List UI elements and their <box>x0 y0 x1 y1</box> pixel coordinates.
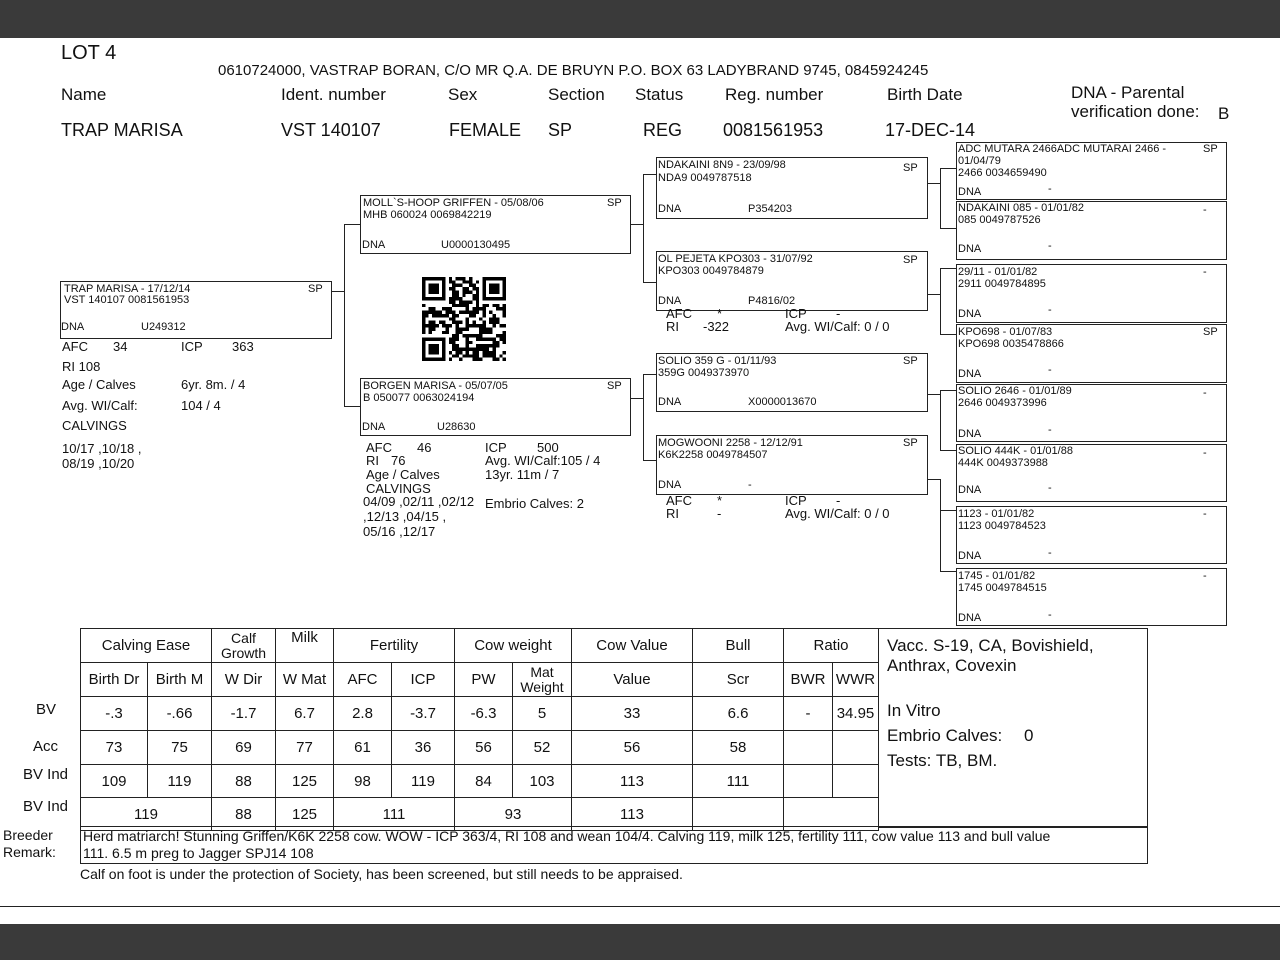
ggp-dna-val: - <box>1048 183 1052 195</box>
grandparent-box <box>656 251 928 311</box>
bvind-cell: 84 <box>455 765 513 798</box>
connector <box>344 406 360 407</box>
vaccinations-2: Anthrax, Covexin <box>887 656 1017 675</box>
ggp-sp: - <box>1203 447 1207 459</box>
sire-ident: MHB 060024 0069842219 <box>363 209 492 221</box>
group-calf-growth: Calf Growth <box>212 629 276 663</box>
ggp-dna: DNA <box>958 428 982 440</box>
gp-sp: SP <box>903 162 918 174</box>
label-birth: Birth Date <box>887 85 963 104</box>
gp-dna-val: - <box>748 479 752 491</box>
gp-icp-value: - <box>836 306 841 321</box>
acc-cell <box>784 731 833 765</box>
group-milk: Milk <box>276 629 334 663</box>
acc-cell: 73 <box>81 731 148 765</box>
connector <box>330 291 344 292</box>
connector <box>940 168 941 228</box>
dam-age-label: Age / Calves <box>366 467 440 482</box>
dam-ri-label: RI <box>366 453 379 468</box>
animal-afc-label: AFC <box>62 339 88 354</box>
gp-wi: Avg. WI/Calf: 0 / 0 <box>785 506 890 521</box>
bvind-cell <box>784 765 833 798</box>
connector <box>940 479 941 571</box>
ggp-sp: - <box>1203 204 1207 216</box>
ggp-dna: DNA <box>958 368 982 380</box>
ggp-title: SOLIO 2646 - 01/01/89 <box>958 385 1072 397</box>
group-cow-weight: Cow weight <box>455 629 572 663</box>
animal-wi-value: 104 / 4 <box>181 398 221 413</box>
bv-cell: -6.3 <box>455 697 513 731</box>
dam-afc-label: AFC <box>366 440 392 455</box>
in-vitro: In Vitro <box>887 701 941 720</box>
connector <box>940 390 956 391</box>
value-section: SP <box>548 120 573 140</box>
animal-box-title: TRAP MARISA - 17/12/14 <box>64 283 191 295</box>
gp-dna-val: X0000013670 <box>748 396 817 408</box>
ggp-title: 29/11 - 01/01/82 <box>958 266 1038 278</box>
dam-icp-value: 500 <box>537 440 559 455</box>
bvind-cell <box>833 765 879 798</box>
animal-icp-label: ICP <box>181 339 203 354</box>
gp-dna: DNA <box>658 479 682 491</box>
sire-sp: SP <box>607 197 622 209</box>
bvind-cell: 119 <box>148 765 212 798</box>
connector <box>926 183 940 184</box>
value-name: TRAP MARISA <box>61 120 183 140</box>
gp-ident: K6K2258 0049784507 <box>658 449 768 461</box>
gp-ri-label: RI <box>666 506 679 521</box>
dam-sp: SP <box>607 380 622 392</box>
bvind-group-cell: 88 <box>212 798 276 831</box>
remark-line-1: Herd matriarch! Stunning Griffen/K6K 2258 cow. WOW - ICP 363/4, RI 108 and wean 104/4. Calving 119, milk 125, fertility 111, cow value 113 and bull value <box>83 828 1051 844</box>
gp-sp: SP <box>903 254 918 266</box>
acc-cell: 75 <box>148 731 212 765</box>
bv-cell: 2.8 <box>334 697 392 731</box>
dam-ident: B 050077 0063024194 <box>363 392 475 404</box>
qr-code <box>420 277 508 361</box>
bv-cell: - <box>784 697 833 731</box>
connector <box>926 479 940 480</box>
row-label-bvind: BV Ind <box>23 798 69 815</box>
table-row-bvind <box>81 765 879 798</box>
connector <box>940 510 956 511</box>
col-bwr: BWR <box>784 663 833 697</box>
ggp-title: ADC MUTARA 2466ADC MUTARAI 2466 - <box>958 143 1167 155</box>
table-row-acc <box>81 731 879 765</box>
sire-title: MOLL`S-HOOP GRIFFEN - 05/08/06 <box>363 197 544 209</box>
bvind-cell: 103 <box>513 765 572 798</box>
gp-dna: DNA <box>658 396 682 408</box>
bv-cell: -.66 <box>148 697 212 731</box>
gp-ident: NDA9 0049787518 <box>658 172 752 184</box>
great-grandparent-box <box>956 142 1227 200</box>
group-cow-value: Cow Value <box>572 629 693 663</box>
sire-dna-val: U0000130495 <box>441 239 511 251</box>
bv-cell: 33 <box>572 697 693 731</box>
vaccinations-1: Vacc. S-19, CA, Bovishield, <box>887 636 1094 655</box>
ggp-dna-val: - <box>1048 547 1052 559</box>
ggp-dna: DNA <box>958 243 982 255</box>
ggp-sp: SP <box>1203 326 1218 338</box>
row-label-acc: Acc <box>33 738 59 755</box>
animal-icp-value: 363 <box>232 339 254 354</box>
bvind-group-cell: 113 <box>572 798 693 831</box>
row-label-bvind: BV Ind <box>23 766 69 783</box>
acc-cell: 56 <box>455 731 513 765</box>
ggp-dna: DNA <box>958 308 982 320</box>
row-label-bv: BV <box>36 701 57 718</box>
ggp-ident: 1745 0049784515 <box>958 582 1047 594</box>
label-dna-2: verification done: <box>1071 102 1200 121</box>
animal-box-dna-val: U249312 <box>141 321 186 333</box>
remark-label-2: Remark: <box>3 844 56 860</box>
label-section: Section <box>548 85 605 104</box>
bv-cell: 6.7 <box>276 697 334 731</box>
animal-wi-label: Avg. WI/Calf: <box>62 398 138 413</box>
dam-age-value: 13yr. 11m / 7 <box>485 467 560 482</box>
gp-dna: DNA <box>658 203 682 215</box>
dam-calvings-3: 05/16 ,12/17 <box>363 524 436 539</box>
great-grandparent-box <box>956 568 1227 626</box>
col-afc: AFC <box>334 663 392 697</box>
ggp-ident: 2466 0034659490 <box>958 167 1047 179</box>
acc-cell: 61 <box>334 731 392 765</box>
lot-number: LOT 4 <box>61 42 117 64</box>
label-sex: Sex <box>448 85 478 104</box>
bvind-cell: 119 <box>392 765 455 798</box>
bv-cell: -3.7 <box>392 697 455 731</box>
ggp-dna: DNA <box>958 612 982 624</box>
sire-dna: DNA <box>362 239 386 251</box>
gp-afc-value: * <box>717 306 723 321</box>
gp-title: OL PEJETA KPO303 - 31/07/92 <box>658 253 813 265</box>
bvind-group-cell: 119 <box>81 798 212 831</box>
dam-ri-value: 76 <box>391 453 406 468</box>
ggp-title: NDAKAINI 085 - 01/01/82 <box>958 202 1084 214</box>
ggp-title-2: 01/04/79 <box>958 155 1001 167</box>
side-info-box <box>878 628 1148 828</box>
animal-calvings-label: CALVINGS <box>62 418 127 433</box>
col-pw: PW <box>455 663 513 697</box>
ggp-sp: - <box>1203 387 1207 399</box>
ggp-dna-val: - <box>1048 424 1052 436</box>
connector <box>940 450 956 451</box>
bv-cell: 6.6 <box>693 697 784 731</box>
connector <box>643 460 657 461</box>
ggp-ident: 085 0049787526 <box>958 214 1041 226</box>
value-status: REG <box>643 120 683 140</box>
animal-afc-value: 34 <box>113 339 128 354</box>
gp-sp: SP <box>903 355 918 367</box>
ggp-dna-val: - <box>1048 482 1052 494</box>
bv-cell: -1.7 <box>212 697 276 731</box>
great-grandparent-box <box>956 201 1227 260</box>
group-bull: Bull <box>693 629 784 663</box>
col-value: Value <box>572 663 693 697</box>
animal-ri: RI 108 <box>62 359 101 374</box>
great-grandparent-box <box>956 264 1227 323</box>
dam-afc-value: 46 <box>417 440 432 455</box>
remark-line-2: 111. 6.5 m preg to Jagger SPJ14 108 <box>83 845 314 861</box>
bvind-cell: 109 <box>81 765 148 798</box>
gp-ri-label: RI <box>666 319 679 334</box>
footer-note: Calf on foot is under the protection of Society, has been screened, but still needs to be appraised. <box>80 866 683 882</box>
col-w-dir: W Dir <box>212 663 276 697</box>
ggp-sp: SP <box>1203 143 1218 155</box>
dam-dna-val: U28630 <box>437 421 476 433</box>
connector <box>940 571 956 572</box>
gp-dna-val: P354203 <box>748 203 793 215</box>
bv-cell: 34.95 <box>833 697 879 731</box>
gp-icp-label: ICP <box>785 306 807 321</box>
bvind-group-cell: 111 <box>334 798 455 831</box>
group-ratio: Ratio <box>784 629 879 663</box>
animal-age-value: 6yr. 8m. / 4 <box>181 377 246 392</box>
connector <box>643 374 644 460</box>
group-fertility: Fertility <box>334 629 455 663</box>
animal-box-dna: DNA <box>61 321 85 333</box>
value-birth: 17-DEC-14 <box>885 120 976 140</box>
col-icp: ICP <box>392 663 455 697</box>
ggp-title: 1123 - 01/01/82 <box>958 508 1035 520</box>
bvind-cell: 111 <box>693 765 784 798</box>
connector <box>629 398 643 399</box>
bvind-group-cell: 93 <box>455 798 572 831</box>
connector <box>643 374 657 375</box>
dam-box <box>360 378 631 436</box>
col-scr: Scr <box>693 663 784 697</box>
bvind-group-cell: 125 <box>276 798 334 831</box>
bottom-bar <box>0 924 1280 960</box>
gp-icp-value: - <box>836 493 841 508</box>
connector <box>940 268 941 334</box>
dam-wi: Avg. WI/Calf:105 / 4 <box>485 453 601 468</box>
gp-ri-value: -322 <box>703 319 730 334</box>
animal-box-sp: SP <box>308 283 323 295</box>
bv-cell: -.3 <box>81 697 148 731</box>
grandparent-box <box>656 353 928 412</box>
bvind-cell: 88 <box>212 765 276 798</box>
ggp-sp: - <box>1203 266 1207 278</box>
acc-cell: 69 <box>212 731 276 765</box>
label-name: Name <box>61 85 107 104</box>
remark-box <box>80 826 1148 864</box>
grandparent-box <box>656 435 928 495</box>
ggp-dna-val: - <box>1048 364 1052 376</box>
value-dna: B <box>1218 104 1230 123</box>
connector <box>643 174 657 175</box>
bvind-cell: 113 <box>572 765 693 798</box>
value-ident: VST 140107 <box>281 120 381 140</box>
great-grandparent-box <box>956 506 1227 564</box>
connector <box>940 334 956 335</box>
value-reg: 0081561953 <box>723 120 824 140</box>
acc-cell: 36 <box>392 731 455 765</box>
table-row-bv <box>81 697 879 731</box>
ggp-ident: 1123 0049784523 <box>958 520 1046 532</box>
col-w-mat: W Mat <box>276 663 334 697</box>
connector <box>643 174 644 282</box>
gp-dna: DNA <box>658 295 682 307</box>
animal-calvings-2: 08/19 ,10/20 <box>62 456 135 471</box>
dam-embrio: Embrio Calves: 2 <box>485 496 584 511</box>
col-birth-dr: Birth Dr <box>81 663 148 697</box>
gp-title: MOGWOONI 2258 - 12/12/91 <box>658 437 803 449</box>
connector <box>344 224 360 225</box>
gp-afc-label: AFC <box>666 306 692 321</box>
ggp-dna: DNA <box>958 484 982 496</box>
ggp-title: KPO698 - 01/07/83 <box>958 326 1053 338</box>
label-dna-1: DNA - Parental <box>1071 83 1185 102</box>
ggp-title: SOLIO 444K - 01/01/88 <box>958 445 1073 457</box>
label-status: Status <box>635 85 684 104</box>
animal-calvings-1: 10/17 ,10/18 , <box>62 441 142 456</box>
gp-sp: SP <box>903 437 918 449</box>
ggp-dna-val: - <box>1048 240 1052 252</box>
gp-icp-label: ICP <box>785 493 807 508</box>
connector <box>940 228 956 229</box>
gp-afc-label: AFC <box>666 493 692 508</box>
col-birth-m: Birth M <box>148 663 212 697</box>
connector <box>940 168 956 169</box>
breeding-value-table <box>80 628 879 831</box>
acc-cell: 52 <box>513 731 572 765</box>
grandparent-box <box>656 157 928 219</box>
ggp-dna-val: - <box>1048 304 1052 316</box>
group-calving-ease: Calving Ease <box>81 629 212 663</box>
bottom-rule <box>0 906 1280 907</box>
ggp-ident: 444K 0049373988 <box>958 457 1048 469</box>
connector <box>940 268 956 269</box>
connector <box>344 224 345 406</box>
gp-afc-value: * <box>717 493 723 508</box>
bvind-cell: 98 <box>334 765 392 798</box>
gp-title: NDAKAINI 8N9 - 23/09/98 <box>658 159 786 171</box>
great-grandparent-box <box>956 444 1227 502</box>
remark-label-1: Breeder <box>3 827 53 843</box>
dam-dna: DNA <box>362 421 386 433</box>
embrio-calves-value: 0 <box>1024 726 1034 745</box>
connector <box>940 390 941 450</box>
gp-ident: KPO303 0049784879 <box>658 265 764 277</box>
connector <box>926 394 940 395</box>
ggp-sp: - <box>1203 508 1207 520</box>
connector <box>629 224 643 225</box>
dam-icp-label: ICP <box>485 440 507 455</box>
ggp-ident: KPO698 0035478866 <box>958 338 1064 350</box>
top-bar <box>0 0 1280 38</box>
ggp-sp: - <box>1203 570 1207 582</box>
great-grandparent-box <box>956 324 1227 383</box>
animal-box <box>60 281 332 339</box>
ggp-title: 1745 - 01/01/82 <box>958 570 1036 582</box>
acc-cell: 56 <box>572 731 693 765</box>
sire-box <box>360 195 631 254</box>
acc-cell: 58 <box>693 731 784 765</box>
gp-dna-val: P4816/02 <box>748 295 796 307</box>
bvind-cell: 125 <box>276 765 334 798</box>
label-ident: Ident. number <box>281 85 386 104</box>
gp-title: SOLIO 359 G - 01/11/93 <box>658 355 777 367</box>
ggp-dna: DNA <box>958 550 982 562</box>
bv-cell: 5 <box>513 697 572 731</box>
col-mat-weight: Mat Weight <box>513 663 572 697</box>
dam-title: BORGEN MARISA - 05/07/05 <box>363 380 508 392</box>
ggp-dna-val: - <box>1048 609 1052 621</box>
dam-calvings-label: CALVINGS <box>366 481 431 496</box>
dam-calvings-1: 04/09 ,02/11 ,02/12 <box>363 494 475 509</box>
acc-cell: 77 <box>276 731 334 765</box>
acc-cell <box>833 731 879 765</box>
embrio-calves-label: Embrio Calves: <box>887 726 1003 745</box>
tests: Tests: TB, BM. <box>887 751 998 770</box>
label-reg: Reg. number <box>725 85 824 104</box>
gp-ri-value: - <box>717 506 722 521</box>
breeder-line: 0610724000, VASTRAP BORAN, C/O MR Q.A. DE BRUYN P.O. BOX 63 LADYBRAND 9745, 0845924245 <box>218 62 929 79</box>
gp-wi: Avg. WI/Calf: 0 / 0 <box>785 319 890 334</box>
dam-calvings-2: ,12/13 ,04/15 , <box>363 509 447 524</box>
gp-ident: 359G 0049373970 <box>658 367 750 379</box>
ggp-dna: DNA <box>958 186 982 198</box>
connector <box>643 282 657 283</box>
ggp-ident: 2911 0049784895 <box>958 278 1046 290</box>
great-grandparent-box <box>956 384 1227 442</box>
col-wwr: WWR <box>833 663 879 697</box>
value-sex: FEMALE <box>449 120 522 140</box>
animal-age-label: Age / Calves <box>62 377 136 392</box>
animal-box-ident: VST 140107 0081561953 <box>64 294 190 306</box>
ggp-ident: 2646 0049373996 <box>958 397 1047 409</box>
connector <box>926 294 940 295</box>
